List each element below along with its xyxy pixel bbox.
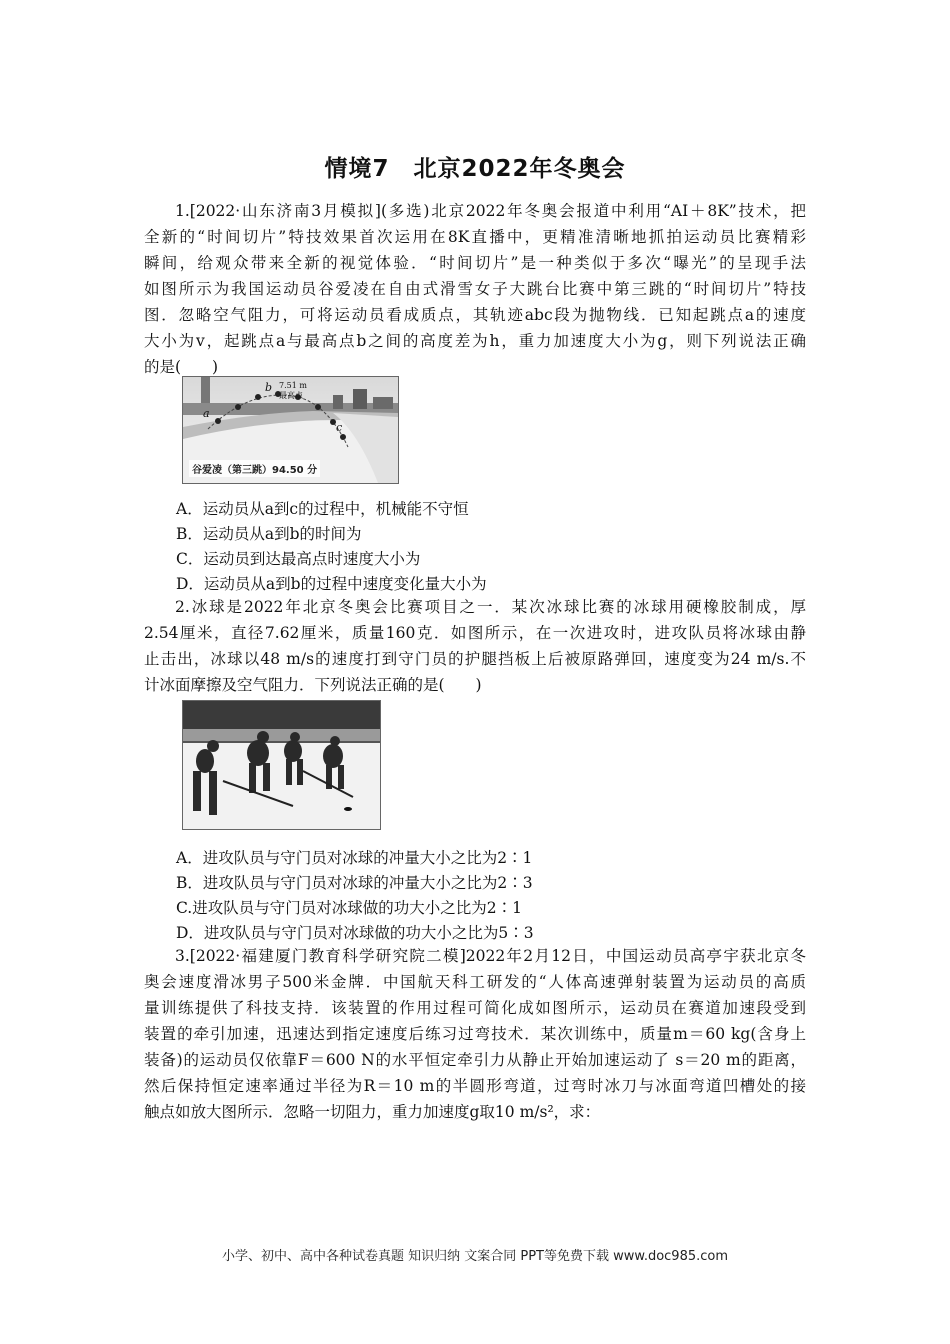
q2-option-a: A．进攻队员与守门员对冰球的冲量大小之比为2∶1 xyxy=(176,849,533,867)
q1-line: 大小为v，起跳点a与最高点b之间的高度差为h，重力加速度大小为g，则下列说法正确 xyxy=(144,332,806,350)
question-1-stem xyxy=(144,198,806,380)
q2-line: 止击出，冰球以48 m/s的速度打到守门员的护腿挡板上后被原路弹回，速度变为24 m/s.不 xyxy=(144,650,806,668)
q2-line: 2.54厘米，直径7.62厘米，质量160克．如图所示，在一次进攻时，进攻队员将冰球由静 xyxy=(144,624,806,642)
point-b-label: b xyxy=(265,381,273,394)
ice-hockey-photo xyxy=(182,700,381,830)
q1-option-a: A．运动员从a到c的过程中，机械能不守恒 xyxy=(176,500,469,518)
q1-line: 全新的“时间切片”特技效果首次运用在8K直播中，更精准清晰地抓拍运动员比赛精彩 xyxy=(144,228,806,246)
q2-option-d: D．进攻队员与守门员对冰球做的功大小之比为5∶3 xyxy=(176,924,534,942)
q1-option-b: B．运动员从a到b的时间为 xyxy=(176,525,362,543)
point-a-label: a xyxy=(203,407,210,420)
ski-jump-figure xyxy=(182,376,399,484)
page-title: 情境7 北京2022年冬奥会 xyxy=(324,156,626,182)
q3-line: 奥会速度滑冰男子500米金牌．中国航天科工研发的“人体高速弹射装置为运动员的高质 xyxy=(144,973,806,991)
height-label: 7.51 m xyxy=(279,381,307,390)
q3-line: 触点如放大图所示．忽略一切阻力，重力加速度g取10 m/s²，求： xyxy=(144,1103,601,1121)
figure-caption: 谷爱凌（第三跳）94.50 分 xyxy=(189,460,320,477)
q2-option-c: C.进攻队员与守门员对冰球做的功大小之比为2∶1 xyxy=(176,899,522,917)
q3-line: 装置的牵引加速，迅速达到指定速度后练习过弯技术．某次训练中，质量m＝60 kg(含身上 xyxy=(144,1025,806,1043)
question-2-stem xyxy=(144,594,806,698)
q3-line: 3.[2022·福建厦门教育科学研究院二模]2022年2月12日，中国运动员高亭宇获北京冬 xyxy=(175,947,806,965)
q2-line: 2.冰球是2022年北京冬奥会比赛项目之一．某次冰球比赛的冰球用硬橡胶制成，厚 xyxy=(175,598,806,616)
q1-option-c: C．运动员到达最高点时速度大小为 xyxy=(176,550,421,568)
question-3-stem xyxy=(144,943,806,1125)
q1-line: 图．忽略空气阻力，可将运动员看成质点，其轨迹abc段为抛物线．已知起跳点a的速度 xyxy=(144,306,806,324)
q1-option-d: D．运动员从a到b的过程中速度变化量大小为 xyxy=(176,575,487,593)
q3-line: 量训练提供了科技支持．该装置的作用过程可简化成如图所示，运动员在赛道加速段受到 xyxy=(144,999,806,1017)
q2-option-b: B．进攻队员与守门员对冰球的冲量大小之比为2∶3 xyxy=(176,874,533,892)
point-c-label: c xyxy=(336,421,343,434)
q1-line: 如图所示为我国运动员谷爱凌在自由式滑雪女子大跳台比赛中第三跳的“时间切片”特技 xyxy=(144,280,806,298)
q3-line: 然后保持恒定速率通过半径为R＝10 m的半圆形弯道，过弯时冰刀与冰面弯道凹槽处的接 xyxy=(144,1077,806,1095)
q1-line: 的是( ) xyxy=(144,358,219,376)
ice-hockey-illustration xyxy=(183,701,380,829)
q1-line: 瞬间，给观众带来全新的视觉体验．“时间切片”是一种类似于多次“曝光”的呈现手法 xyxy=(144,254,806,272)
q3-line: 装备)的运动员仅依靠F＝600 N的水平恒定牵引力从静止开始加速运动了 s＝20 m的距离， xyxy=(144,1051,806,1069)
q1-line: 1.[2022·山东济南3月模拟](多选)北京2022年冬奥会报道中利用“AI＋8K”技术，把 xyxy=(175,202,806,220)
peak-label: 最高点 xyxy=(279,391,303,400)
page-footer: 小学、初中、高中各种试卷真题 知识归纳 文案合同 PPT等免费下载 www.doc985.com xyxy=(221,1249,729,1264)
q2-line: 计冰面摩擦及空气阻力．下列说法正确的是( ) xyxy=(144,676,482,694)
